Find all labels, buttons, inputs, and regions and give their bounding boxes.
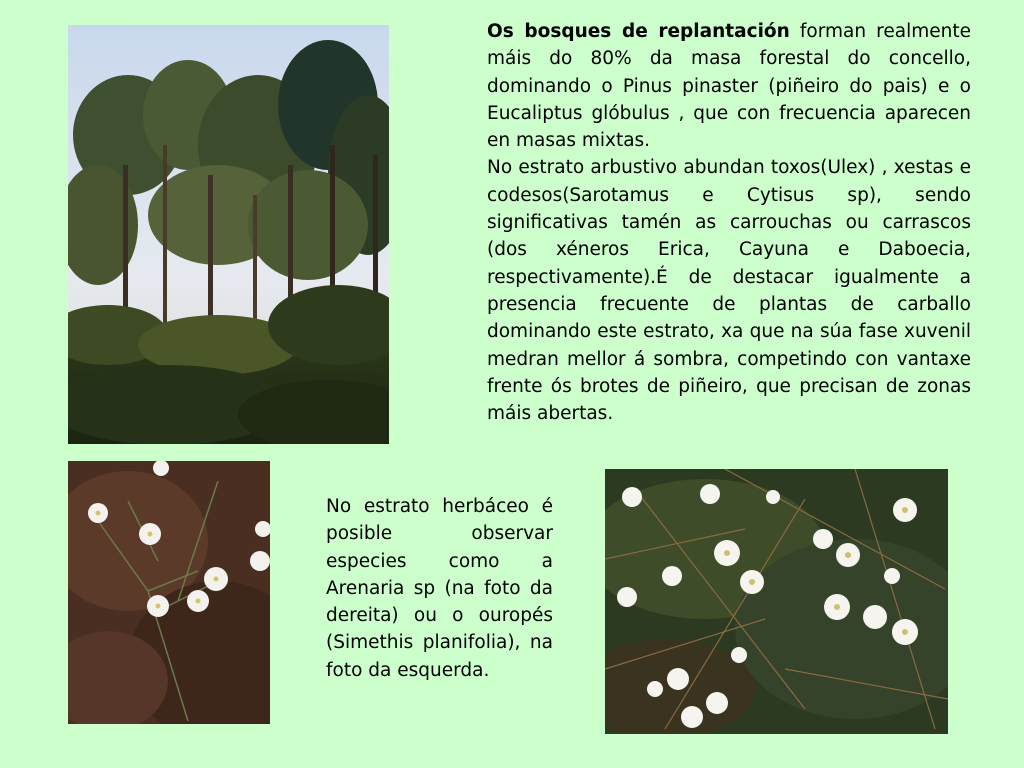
main-text-block (487, 18, 971, 427)
simethis-flowers-image (68, 461, 270, 724)
paragraph-herbaceous-layer: No estrato herbáceo é posible observar especies como a Arenaria sp (na foto da dereita) ou o ouropés (Simethis planifolia), na foto da esquerda. (326, 496, 553, 681)
arenaria-photo (605, 469, 948, 734)
paragraph-lead: Os bosques de replantación (487, 21, 790, 42)
paragraph-shrub-layer: No estrato arbustivo abundan toxos(Ulex) , xestas e codesos(Sarotamus e Cytisus sp), sendo significativas tamén as carrouchas ou carrascos (dos xéneros Erica, Cayuna e Daboecia, respectivamente).É de destacar igualmente a presencia frecuente de plantas de carballo dominando este estrato, xa que na súa fase xuvenil medran mellor á sombra, competindo con vantaxe frente ós brotes de piñeiro, que precisan de zonas máis abertas. (487, 157, 971, 425)
pine-forest-image (68, 25, 389, 444)
arenaria-flowers-image (605, 469, 948, 734)
simethis-photo (68, 461, 270, 724)
paragraph-replantation (487, 18, 971, 154)
paragraph-body: forman realmente máis do 80% da masa forestal do concello, dominando o Pinus pinaster (piñeiro do pais) e o Eucaliptus glóbulus , que con frecuencia aparecen en masas mixtas. (487, 21, 971, 152)
herbaceous-text-block (326, 493, 553, 684)
pine-forest-photo (68, 25, 389, 444)
